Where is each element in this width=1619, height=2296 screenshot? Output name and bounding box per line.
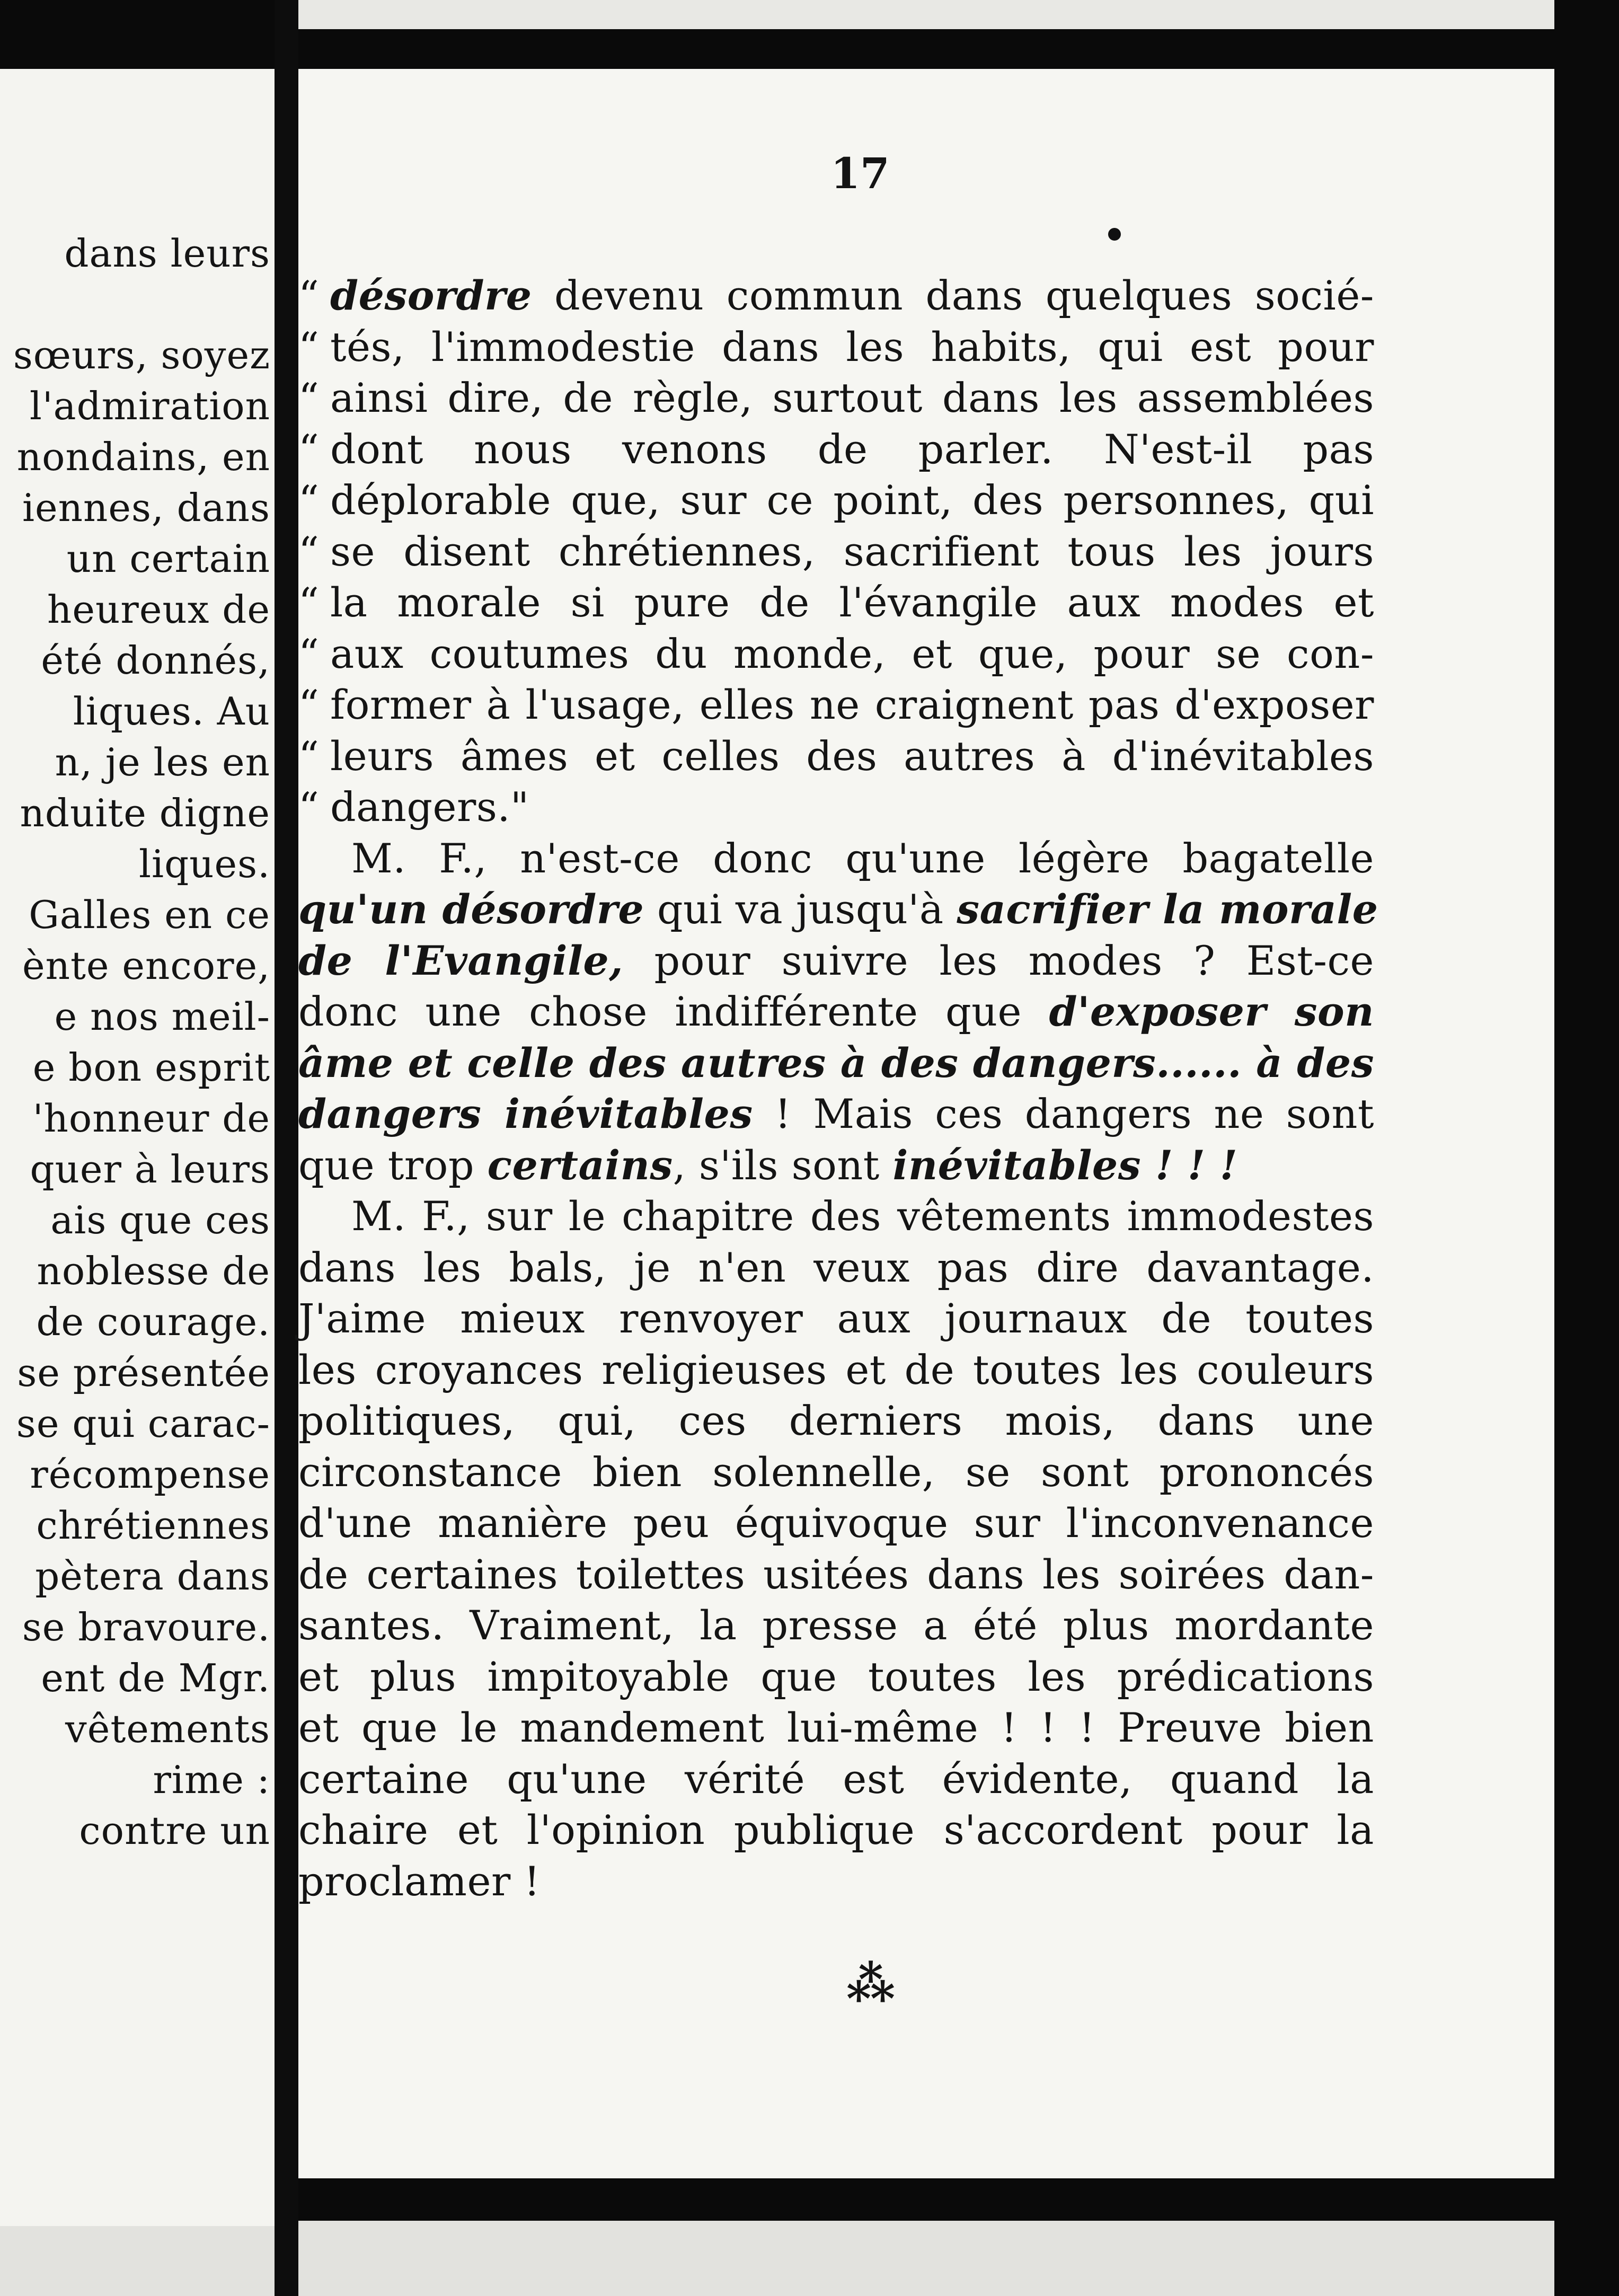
paragraph-line: qu'un désordre qui va jusqu'à sacrifier la morale (298, 886, 1378, 933)
paragraph-line: les croyances religieuses et de toutes les couleurs (298, 1346, 1374, 1393)
paragraph-line: chaire et l'opinion publique s'accordent pour la (298, 1806, 1374, 1853)
page-number: 17 (830, 148, 890, 198)
previous-page-line: vêtements (65, 1707, 270, 1751)
previous-page-line: ènte encore, (22, 943, 270, 988)
previous-page-line: noblesse de (37, 1249, 270, 1293)
bottom-page-edge-right (298, 2221, 1554, 2296)
previous-page-lines (0, 228, 270, 1856)
previous-page-line: se qui carac- (16, 1401, 270, 1446)
previous-page-line: un certain (66, 536, 270, 581)
paragraph-line: certaine qu'une vérité est évidente, quand la (298, 1755, 1374, 1803)
top-page-edge (298, 0, 1554, 29)
right-dark-edge (1554, 0, 1619, 2296)
binding-gutter (275, 0, 298, 2296)
previous-page-line: dans leurs (64, 231, 270, 276)
previous-page-line: de courage. (36, 1300, 270, 1344)
ink-dot (1108, 228, 1121, 241)
paragraph-line: âme et celle des autres à des dangers...... à des (298, 1039, 1374, 1087)
paragraph-line: et que le mandement lui-même ! ! ! Preuve bien (298, 1704, 1374, 1751)
paragraph-line: M. F., sur le chapitre des vêtements immodestes (351, 1193, 1374, 1240)
previous-page-line: nondains, en (16, 435, 270, 479)
quote-line: “ aux coutumes du monde, et que, pour se con- (298, 630, 1374, 677)
page-17 (298, 69, 1554, 2178)
previous-page-line: rime : (153, 1758, 270, 1802)
previous-page-line: liques. Au (73, 689, 270, 734)
bottom-page-edge-left (0, 2226, 275, 2296)
previous-page-line: pètera dans (35, 1554, 270, 1599)
paragraph-line: donc une chose indifférente que d'exposer son (298, 988, 1374, 1035)
previous-page-line: quer à leurs (30, 1147, 270, 1191)
previous-page-line: e nos meil- (54, 994, 270, 1039)
previous-page-line: récompense (30, 1452, 270, 1497)
quote-line: “ dont nous venons de parler. N'est-il pas (298, 425, 1374, 473)
paragraph-line: de l'Evangile, pour suivre les modes ? Est-ce (298, 937, 1375, 984)
previous-page-line: contre un (79, 1808, 270, 1853)
previous-page-line: se bravoure. (22, 1605, 270, 1649)
quote-line: “ tés, l'immodestie dans les habits, qui est pour (298, 323, 1374, 370)
quote-line: “ former à l'usage, elles ne craignent pas d'exposer (298, 681, 1374, 728)
asterism-ornament: ⁂ (846, 1956, 896, 2012)
paragraph-line: circonstance bien solennelle, se sont prononcés (298, 1448, 1374, 1496)
previous-page-line: liques. (139, 842, 270, 886)
paragraph-line: proclamer ! (298, 1857, 541, 1905)
previous-page-line: iennes, dans (22, 485, 270, 530)
paragraph-line: M. F., n'est-ce donc qu'une légère bagatelle (351, 834, 1374, 882)
paragraph-line: dans les bals, je n'en veux pas dire davantage. (298, 1243, 1374, 1291)
previous-page-line: heureux de (47, 587, 270, 632)
quote-line: “ leurs âmes et celles des autres à d'inévitables (298, 732, 1374, 780)
quote-line: “ se disent chrétiennes, sacrifient tous les jours (298, 527, 1374, 575)
previous-page-line: Galles en ce (29, 893, 270, 937)
previous-page-line: 'honneur de (32, 1096, 270, 1141)
quote-line: “ désordre devenu commun dans quelques socié- (298, 272, 1374, 319)
previous-page-line: ais que ces (50, 1198, 270, 1242)
page-body (298, 270, 1378, 1907)
previous-page-line (0, 279, 270, 330)
paragraph-line: d'une manière peu équivoque sur l'inconvenance (298, 1499, 1374, 1547)
paragraph-line: J'aime mieux renvoyer aux journaux de toutes (298, 1295, 1374, 1342)
paragraph-line: et plus impitoyable que toutes les prédications (298, 1653, 1374, 1700)
previous-page-line: e bon esprit (32, 1045, 270, 1090)
previous-page-line: n, je les en (55, 740, 270, 784)
quote-line: “ dangers." (298, 783, 529, 831)
previous-page-line: se présentée (17, 1350, 270, 1395)
previous-page-line: ent de Mgr. (41, 1656, 270, 1700)
previous-page-line: sœurs, soyez (13, 333, 270, 377)
quote-line: “ déplorable que, sur ce point, des personnes, qui (298, 476, 1374, 524)
previous-page-line: l'admiration (29, 384, 270, 428)
paragraph-line: santes. Vraiment, la presse a été plus mordante (298, 1602, 1374, 1649)
previous-page-line: nduite digne (20, 791, 270, 835)
paragraph-line: de certaines toilettes usitées dans les soirées dan- (298, 1550, 1374, 1598)
paragraph-line: dangers inévitables ! Mais ces dangers ne sont (298, 1090, 1375, 1137)
paragraph-line: politiques, qui, ces derniers mois, dans une (298, 1397, 1374, 1444)
quote-line: “ ainsi dire, de règle, surtout dans les assemblées (298, 374, 1374, 421)
quote-line: “ la morale si pure de l'évangile aux modes et (298, 579, 1374, 626)
previous-page-line: chrétiennes (36, 1503, 270, 1548)
previous-page-line: été donnés, (41, 638, 270, 683)
previous-page-fragment (0, 69, 275, 2226)
paragraph-line: que trop certains, s'ils sont inévitables ! ! ! (298, 1141, 1238, 1189)
